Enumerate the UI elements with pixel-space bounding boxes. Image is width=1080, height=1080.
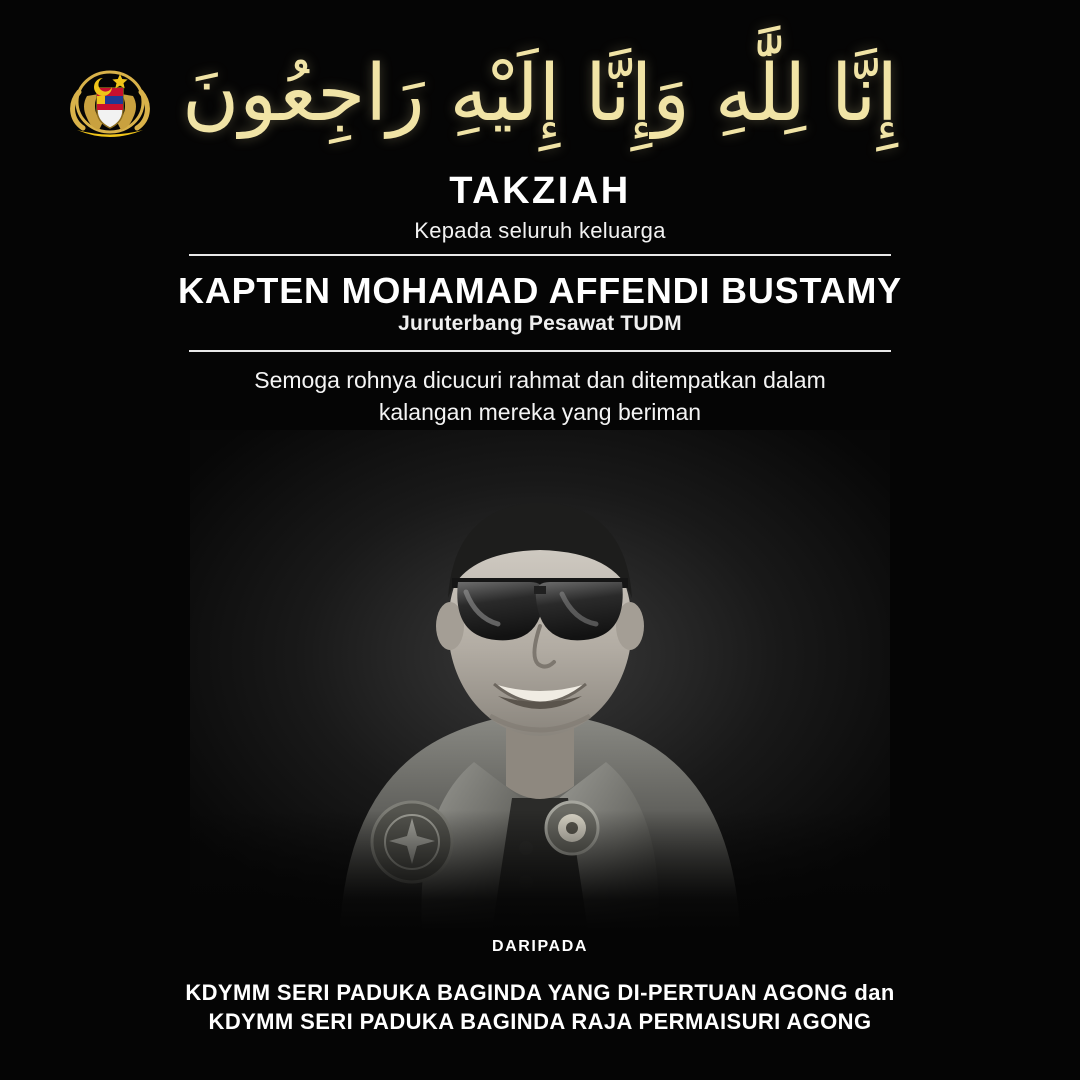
footer-label: DARIPADA <box>491 938 589 955</box>
footer-conjunction: dan <box>854 980 895 1005</box>
divider-bottom <box>189 350 891 352</box>
deceased-role: Juruterbang Pesawat TUDM <box>398 312 682 335</box>
prayer-line-2: kalangan mereka yang beriman <box>378 399 702 426</box>
footer-line-2: KDYMM SERI PADUKA BAGINDA RAJA PERMAISURI AGONG <box>208 1009 872 1034</box>
prayer-text <box>190 364 890 428</box>
page-title: TAKZIAH <box>449 170 631 212</box>
portrait-photo <box>190 430 890 930</box>
prayer-line-1: Semoga rohnya dicucuri rahmat dan ditempatkan dalam <box>254 367 826 393</box>
arabic-text: إِنَّا لِلَّٰهِ وَإِنَّا إِلَيْهِ رَاجِعُونَ <box>181 49 899 139</box>
arabic-calligraphy <box>0 42 1080 147</box>
footer-line-1-text: KDYMM SERI PADUKA BAGINDA YANG DI-PERTUAN AGONG <box>185 980 848 1005</box>
divider-top <box>189 254 891 256</box>
footer-line-1 <box>0 980 1080 1006</box>
photo-fade-overlay <box>190 810 890 930</box>
page-subtitle: Kepada seluruh keluarga <box>414 218 666 243</box>
deceased-name: KAPTEN MOHAMAD AFFENDI BUSTAMY <box>178 270 902 311</box>
